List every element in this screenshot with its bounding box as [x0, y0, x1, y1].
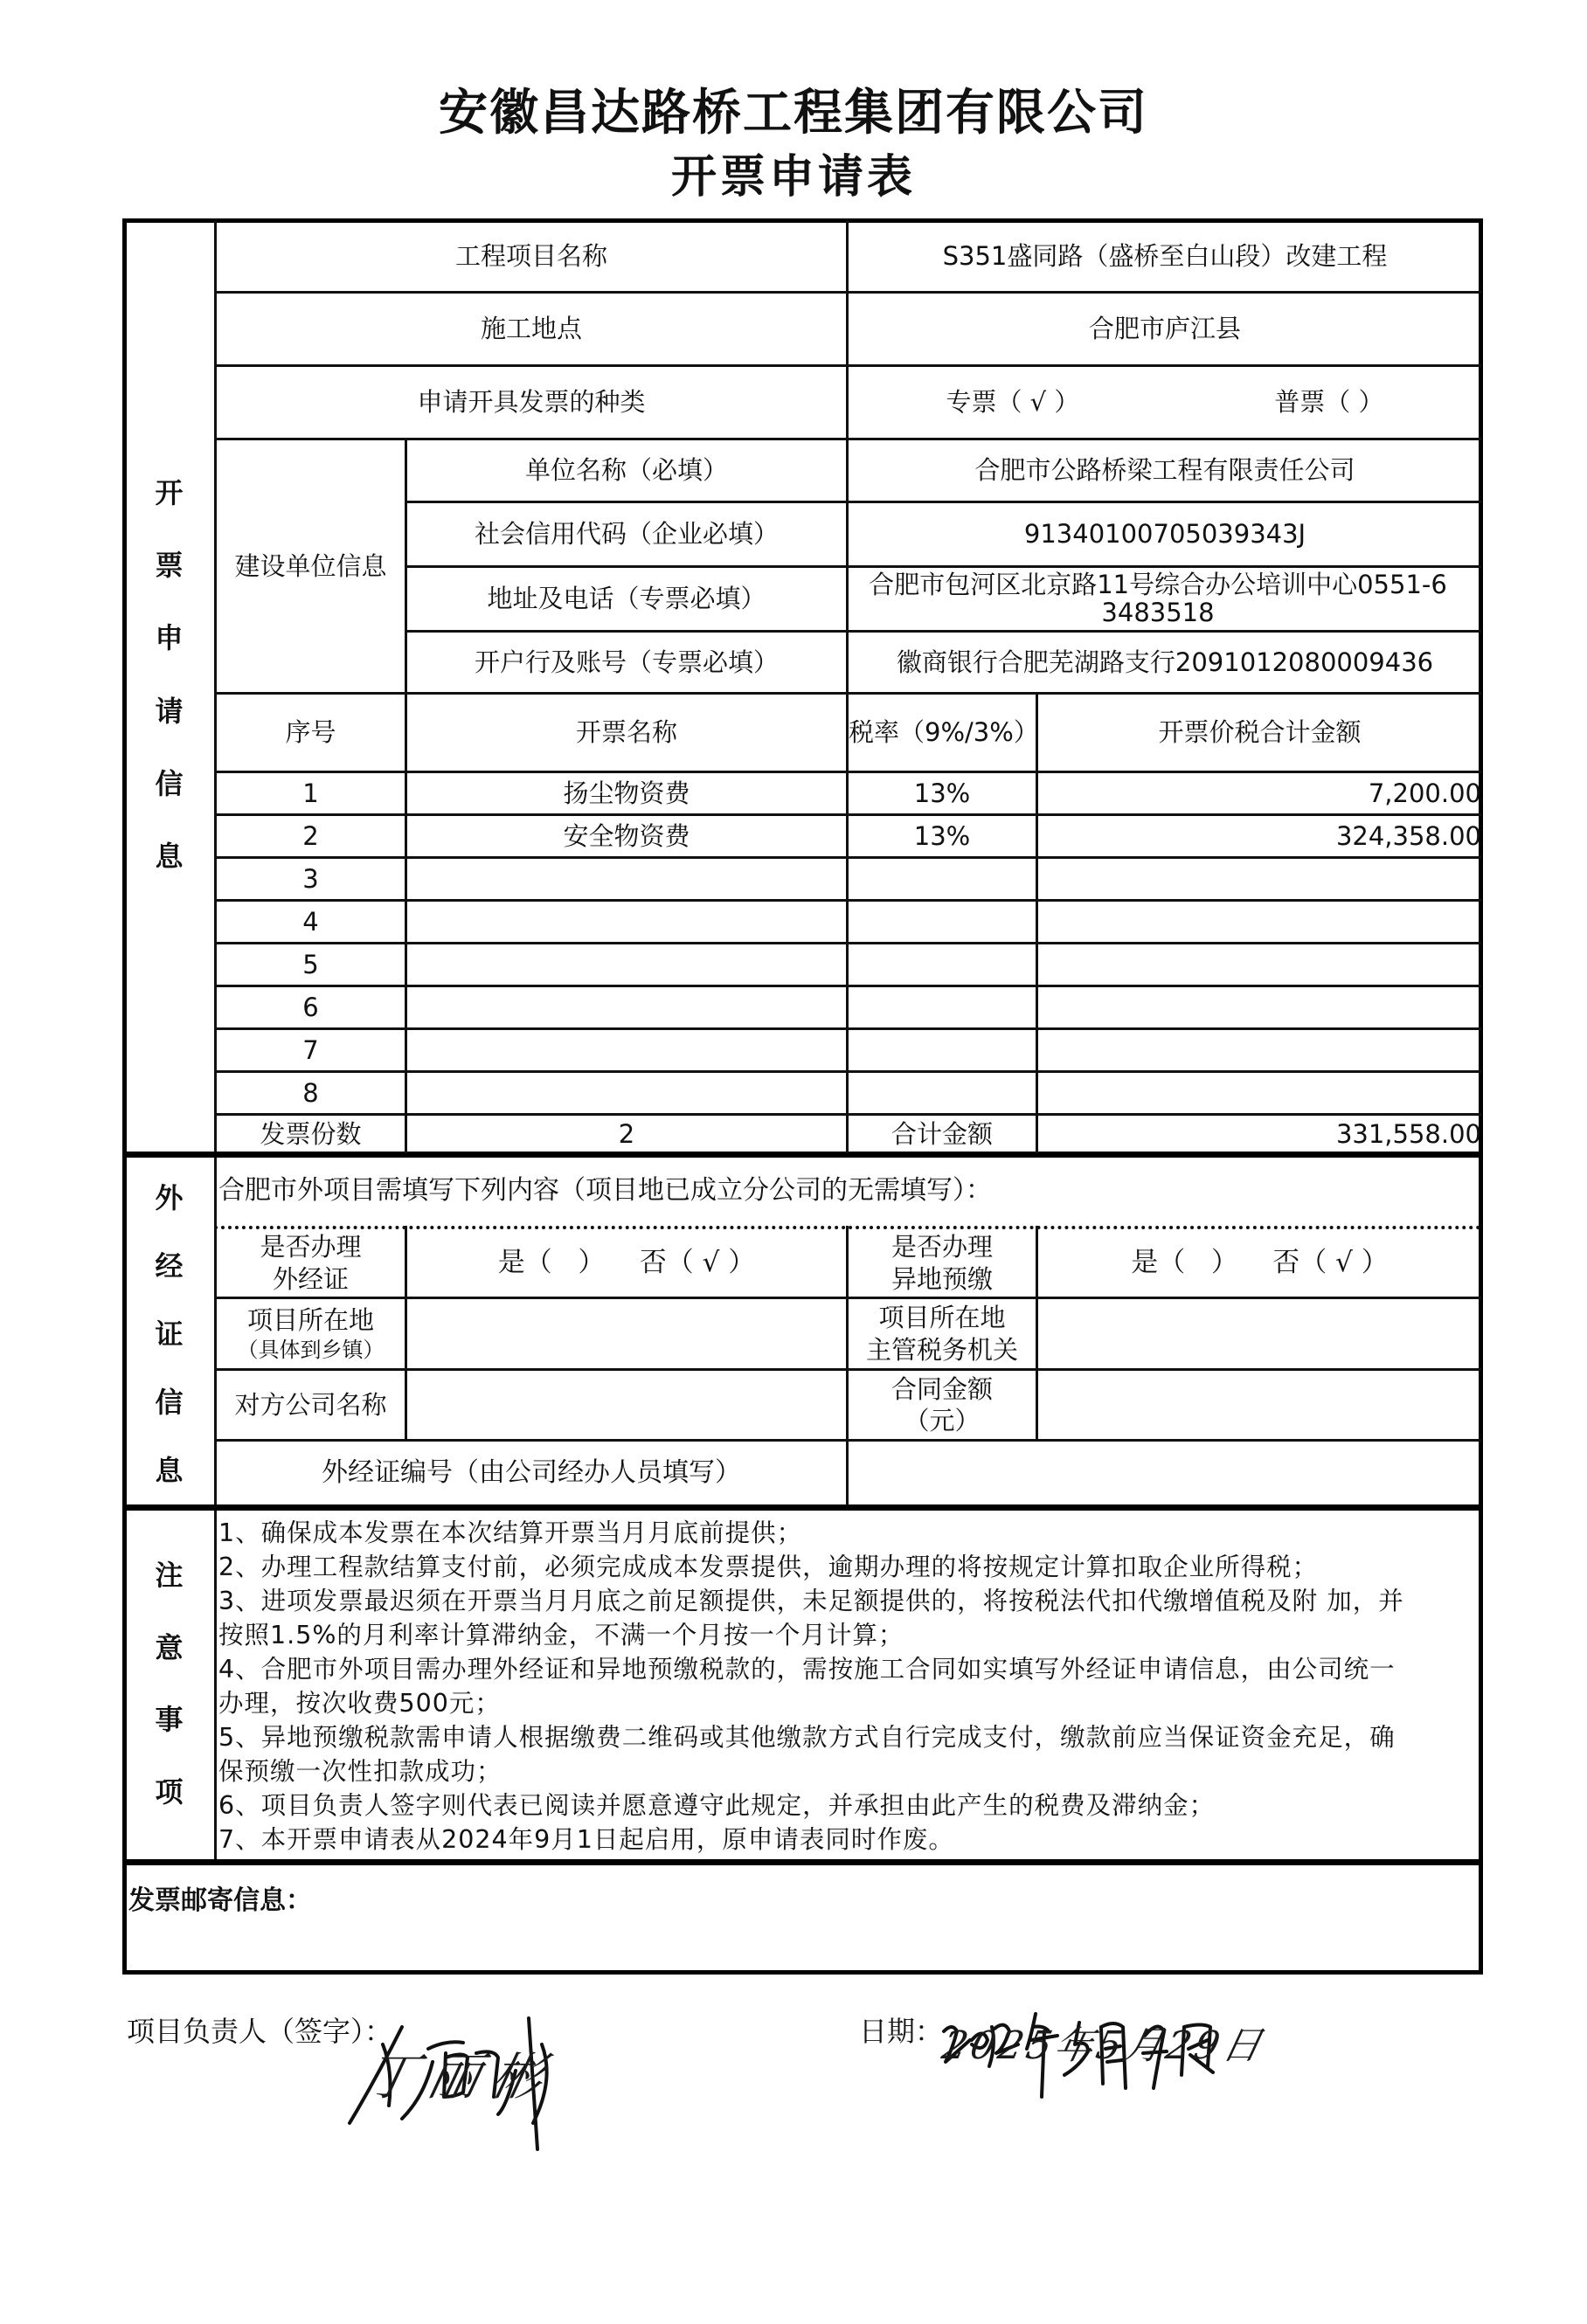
section-label-notes	[124, 1538, 214, 1826]
item-rate[interactable]	[849, 1073, 1036, 1113]
tax-office-line: 主管税务机关	[865, 1334, 1018, 1365]
item-name[interactable]	[407, 987, 846, 1027]
prepay-question-label	[849, 1229, 1036, 1297]
invoice-count-value[interactable]: 2	[618, 1118, 635, 1149]
item-amount[interactable]: 7,200.00	[1368, 778, 1481, 808]
section-label-char: 息	[155, 1454, 184, 1487]
section-label-char: 信	[155, 766, 184, 800]
section-label-char: 请	[155, 694, 184, 728]
section-divider	[124, 1504, 1481, 1511]
signer-label: 项目负责人（签字）：	[127, 2015, 393, 2048]
items-header-name: 开票名称	[575, 717, 677, 748]
invoice-type-label: 申请开具发票的种类	[417, 387, 646, 418]
item-name[interactable]	[407, 1073, 846, 1113]
invoice-type-options	[849, 367, 1481, 438]
section-label-char: 经	[155, 1249, 184, 1283]
note-line: 5、异地预缴税款需申请人根据缴费二维码或其他缴款方式自行完成支付，缴款前应当保证资金充足，确	[218, 1723, 1396, 1752]
builder-field-label: 单位名称（必填）	[524, 455, 728, 486]
contract-amount-value[interactable]	[1038, 1371, 1481, 1439]
section-label-char: 注	[155, 1559, 184, 1593]
item-rate[interactable]	[849, 944, 1036, 985]
item-amount[interactable]	[1038, 902, 1481, 942]
item-amount[interactable]	[1038, 1030, 1481, 1070]
section-label-invoice-info	[124, 454, 214, 891]
builder-field-label: 社会信用代码（企业必填）	[474, 519, 779, 550]
cert-number-value[interactable]	[849, 1442, 1481, 1504]
mailing-label: 发票邮寄信息：	[128, 1885, 312, 1916]
item-no: 7	[302, 1034, 319, 1065]
builder-unit-name-value[interactable]: 合肥市公路桥梁工程有限责任公司	[974, 455, 1355, 486]
counterparty-value[interactable]	[407, 1371, 846, 1439]
item-name[interactable]	[407, 902, 846, 942]
total-amount-label: 合计金额	[891, 1118, 993, 1149]
contract-amount-line: （元）	[904, 1406, 981, 1435]
section-label-char: 票	[155, 548, 184, 582]
builder-address-phone-value[interactable]: 合肥市包河区北京路11号综合办公培训中心0551-63483518	[869, 570, 1447, 627]
item-no: 8	[302, 1077, 319, 1108]
items-header-amount: 开票价税合计金额	[1158, 717, 1362, 748]
item-rate[interactable]	[849, 859, 1036, 899]
counterparty-label: 对方公司名称	[234, 1389, 387, 1420]
note-line: 按照1.5%的月利率计算滞纳金，不满一个月按一个月计算；	[218, 1621, 904, 1650]
item-no: 1	[302, 778, 319, 808]
section-divider	[124, 1859, 1481, 1865]
items-header-no: 序号	[285, 717, 336, 748]
tax-office-value[interactable]	[1038, 1299, 1481, 1368]
contract-amount-line: 合同金额	[891, 1373, 993, 1404]
item-no: 6	[302, 992, 319, 1022]
item-rate[interactable]	[849, 987, 1036, 1027]
item-rate[interactable]: 13%	[913, 778, 971, 808]
item-name[interactable]	[407, 1030, 846, 1070]
cert-question-line: 外经证	[272, 1263, 349, 1294]
section-label-char: 项	[155, 1774, 184, 1809]
section-label-char: 开	[155, 475, 184, 509]
item-amount[interactable]: 324,358.00	[1335, 820, 1481, 851]
item-amount[interactable]	[1038, 987, 1481, 1027]
item-no: 4	[302, 906, 319, 937]
item-rate[interactable]	[849, 1030, 1036, 1070]
note-line: 保预缴一次性扣款成功；	[218, 1757, 502, 1786]
section-label-char: 事	[155, 1703, 184, 1737]
item-no: 5	[302, 949, 319, 979]
section-label-char: 外	[155, 1181, 184, 1214]
item-no: 2	[302, 820, 319, 851]
cert-question-label	[217, 1229, 405, 1297]
note-line: 2、办理工程款结算支付前，必须完成成本发票提供，逾期办理的将按规定计算扣取企业所得税；	[218, 1553, 1319, 1581]
section-label-char: 息	[155, 840, 184, 874]
total-amount-value[interactable]: 331,558.00	[1335, 1118, 1481, 1149]
builder-group-label: 建设单位信息	[234, 550, 387, 581]
cert-question-line: 是否办理	[260, 1232, 362, 1262]
item-no: 3	[302, 863, 319, 894]
item-rate[interactable]	[849, 902, 1036, 942]
item-name[interactable]: 安全物资费	[563, 820, 690, 851]
prepay-question-line: 异地预缴	[891, 1263, 993, 1294]
item-name[interactable]: 扬尘物资费	[563, 778, 690, 808]
note-line: 4、合肥市外项目需办理外经证和异地预缴税款的，需按施工合同如实填写外经证申请信息，由公司统一	[218, 1655, 1396, 1684]
builder-field-label: 开户行及账号（专票必填）	[474, 647, 779, 677]
section-label-outside-cert	[124, 1162, 214, 1503]
project-location-label	[217, 1299, 405, 1368]
builder-credit-code-value[interactable]: 91340100705039343J	[1023, 519, 1306, 550]
note-line: 6、项目负责人签字则代表已阅读并愿意遵守此规定，并承担由此产生的税费及滞纳金；	[218, 1791, 1216, 1820]
prepay-question-line: 是否办理	[891, 1232, 993, 1262]
contract-amount-label	[849, 1371, 1036, 1439]
section-label-char: 信	[155, 1386, 184, 1419]
outside-project-note: 合肥市外项目需填写下列内容（项目地已成立分公司的无需填写）：	[218, 1174, 992, 1206]
project-location-line: 项目所在地	[246, 1305, 374, 1336]
builder-bank-account-value[interactable]: 徽商银行合肥芜湖路支行2091012080009436	[896, 647, 1434, 677]
company-title: 安徽昌达路桥工程集团有限公司	[439, 85, 1148, 142]
invoice-count-label: 发票份数	[260, 1118, 362, 1149]
project-name-value[interactable]: S351盛同路（盛桥至白山段）改建工程	[942, 240, 1388, 271]
note-line: 1、确保成本发票在本次结算开票当月月底前提供；	[218, 1518, 803, 1547]
section-label-char: 证	[155, 1318, 184, 1351]
mailing-value[interactable]	[131, 1918, 1477, 1966]
item-amount[interactable]	[1038, 859, 1481, 899]
date-label: 日期：	[859, 2015, 944, 2048]
items-header-rate: 税率（9%/3%）	[849, 717, 1039, 748]
project-name-label: 工程项目名称	[454, 240, 607, 271]
item-amount[interactable]	[1038, 944, 1481, 985]
project-location-line: （具体到乡镇）	[237, 1337, 385, 1362]
section-label-char: 申	[155, 621, 184, 655]
project-location-value[interactable]	[407, 1299, 846, 1368]
section-divider	[124, 1152, 1481, 1158]
note-line: 办理，按次收费500元；	[218, 1689, 501, 1718]
note-line: 7、本开票申请表从2024年9月1日起启用，原申请表同时作废。	[218, 1825, 954, 1854]
signer-signature: 丁丽彬	[359, 2047, 562, 2106]
normal-invoice-checkbox[interactable]: 普票（ ）	[1274, 387, 1384, 418]
item-name[interactable]	[407, 859, 846, 899]
handwritten-date: 2025年5月29日	[938, 2023, 1270, 2068]
form-title: 开票申请表	[670, 151, 916, 204]
item-rate[interactable]: 13%	[913, 820, 971, 851]
section-label-char: 意	[155, 1630, 184, 1664]
site-label: 施工地点	[480, 314, 582, 344]
tax-office-line: 项目所在地	[878, 1303, 1006, 1333]
special-invoice-checkbox[interactable]: 专票（ √ ）	[946, 387, 1080, 418]
note-line: 3、进项发票最迟须在开票当月月底之前足额提供，未足额提供的，将按税法代扣代缴增值税及附 加，并	[218, 1587, 1404, 1615]
cert-choice[interactable]: 是（ ） 否（ √ ）	[497, 1247, 756, 1279]
builder-field-label: 地址及电话（专票必填）	[487, 584, 766, 614]
item-name[interactable]	[407, 944, 846, 985]
site-value[interactable]: 合肥市庐江县	[1088, 314, 1241, 344]
item-amount[interactable]	[1038, 1073, 1481, 1113]
notes-list	[218, 1516, 1477, 1857]
prepay-choice[interactable]: 是（ ） 否（ √ ）	[1131, 1247, 1389, 1279]
cert-number-label: 外经证编号（由公司经办人员填写）	[322, 1457, 741, 1489]
tax-office-label	[849, 1299, 1036, 1368]
